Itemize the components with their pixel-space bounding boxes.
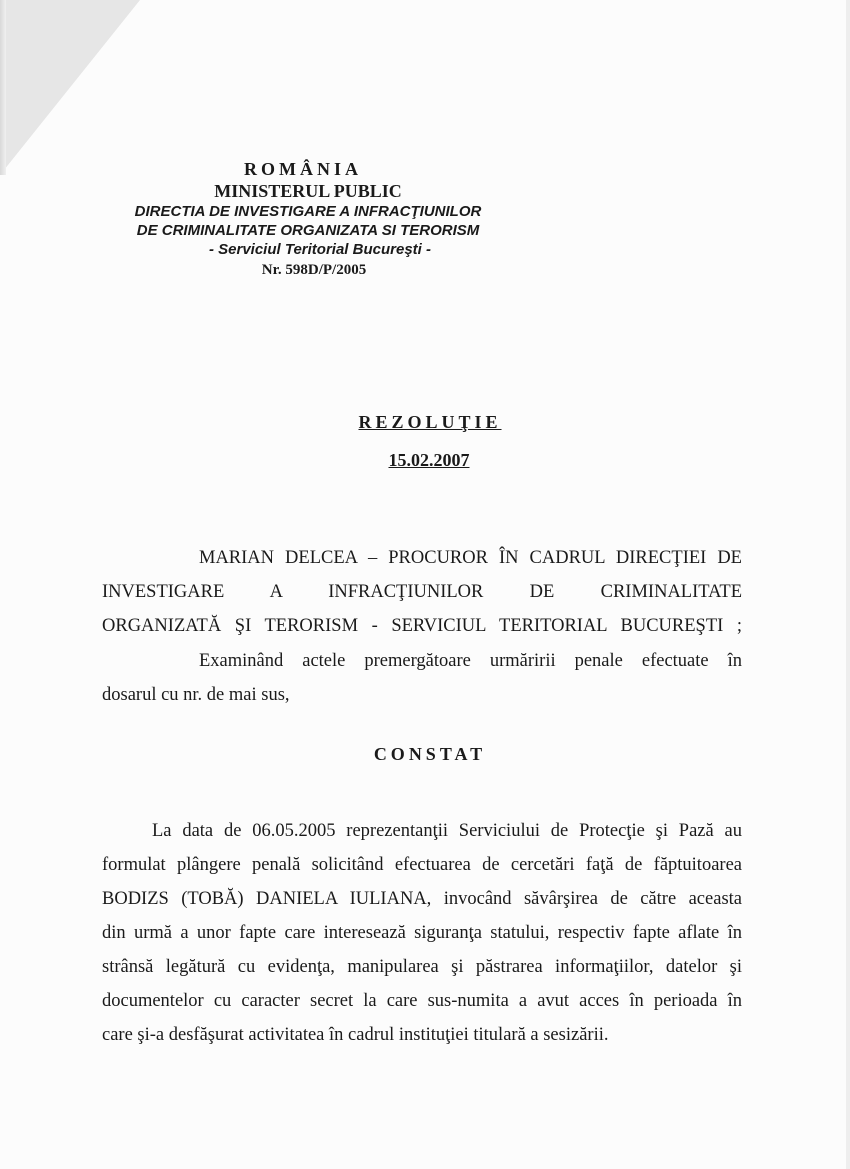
- document-title: REZOLUŢIE: [358, 412, 502, 432]
- letterhead: [88, 158, 528, 280]
- intro-paragraph: [102, 541, 742, 643]
- header-ministry: MINISTERUL PUBLIC: [214, 181, 402, 201]
- examination-paragraph: [102, 644, 742, 712]
- scan-right-edge: [846, 0, 850, 1169]
- header-file-number: Nr. 598D/P/2005: [261, 262, 367, 278]
- scan-edge-shadow: [0, 0, 6, 175]
- findings-line: formulat plângere penală solicitând efectuarea de cercetări faţă de făptuitoarea: [102, 855, 742, 875]
- intro-line: MARIAN DELCEA – PROCUROR ÎN CADRUL DIRECŢIEI DE: [199, 548, 742, 568]
- header-country: ROMÂNIA: [244, 159, 362, 179]
- findings-paragraph: [102, 814, 742, 1052]
- findings-line: strânsă legătură cu evidenţa, manipularea şi păstrarea informaţiilor, datelor şi: [102, 957, 742, 977]
- intro-line: ORGANIZATĂ ŞI TERORISM - SERVICIUL TERITORIAL BUCUREŞTI ;: [102, 616, 742, 636]
- findings-line: documentelor cu caracter secret la care sus-numita a avut acces în perioada în: [102, 991, 742, 1011]
- findings-line: din urmă a unor fapte care interesează siguranţa statului, respectiv fapte aflate în: [102, 923, 742, 943]
- document-date: 15.02.2007: [388, 450, 470, 470]
- header-directorate-line2: DE CRIMINALITATE ORGANIZATA SI TERORISM: [136, 222, 480, 239]
- folded-corner: [0, 0, 140, 175]
- section-title: CONSTAT: [373, 744, 487, 764]
- header-service: - Serviciul Teritorial Bucureşti -: [208, 241, 431, 258]
- intro-line: INVESTIGARE A INFRACŢIUNILOR DE CRIMINALITATE: [102, 582, 742, 602]
- examination-line: Examinând actele premergătoare urmăririi penale efectuate în: [199, 651, 742, 671]
- findings-line: La data de 06.05.2005 reprezentanţii Serviciului de Protecţie şi Pază au: [152, 821, 742, 841]
- findings-line: BODIZS (TOBĂ) DANIELA IULIANA, invocând săvârşirea de către aceasta: [102, 889, 742, 909]
- header-directorate-line1: DIRECTIA DE INVESTIGARE A INFRACŢIUNILOR: [134, 203, 482, 220]
- findings-line: care şi-a desfăşurat activitatea în cadrul instituţiei titulară a sesizării.: [102, 1025, 609, 1045]
- examination-line: dosarul cu nr. de mai sus,: [102, 685, 290, 705]
